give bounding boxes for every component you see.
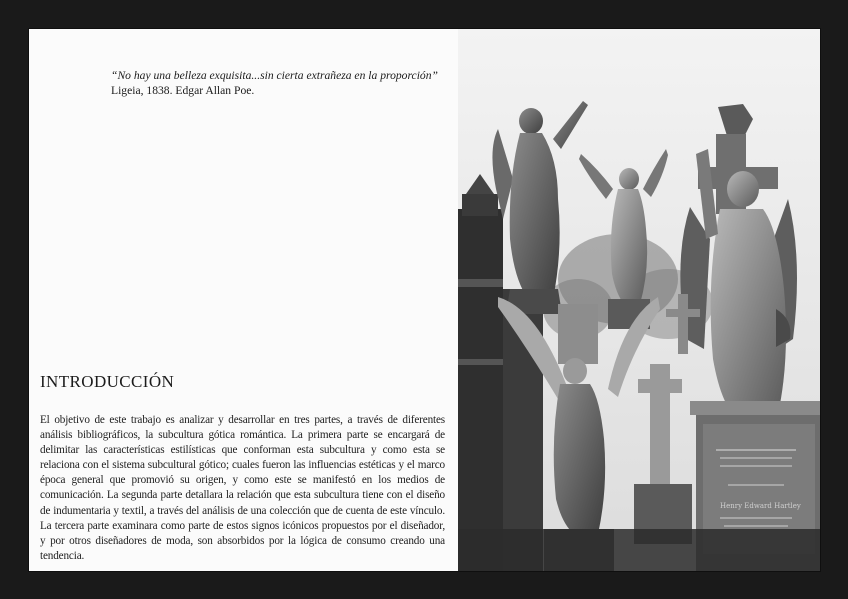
epigraph	[111, 68, 456, 98]
document-spread	[29, 29, 820, 571]
gravestone-inscription: Henry Edward Hartley	[720, 502, 801, 510]
section-heading: INTRODUCCIÓN	[40, 372, 175, 391]
text-page	[29, 29, 458, 571]
epigraph-source: Ligeia, 1838. Edgar Allan Poe.	[111, 84, 255, 97]
epigraph-quote: “No hay una belleza exquisita...sin cierta extrañeza en la proporción”	[111, 69, 438, 82]
section-body: El objetivo de este trabajo es analizar y desarrollar en tres partes, a través de diferentes análisis bibliográficos, la subcultura gótica romántica. La primera parte se encargará de delimitar las características estilísticas que conforman esta subcultura y como esta se relaciona con el sistema subcultural gótico; cuales fueron las influencias estéticas y el marco época general que promovió su origen, y como este se manifestó en los medios de comunicación. La segunda parte detallara la relación que esta subcultura tiene con el diseño de indumentaria y textil, a través del análisis de una colección que de cuenta de este vínculo. La tercera parte examinara como parte de estos signos icónicos propuestos por el diseñador, y por otros diseñadores de moda, son absorbidos por la lógica de consumo creando una tendencia.	[40, 414, 445, 562]
cemetery-angels-photo	[458, 29, 820, 571]
foreground-shadow	[458, 529, 820, 571]
